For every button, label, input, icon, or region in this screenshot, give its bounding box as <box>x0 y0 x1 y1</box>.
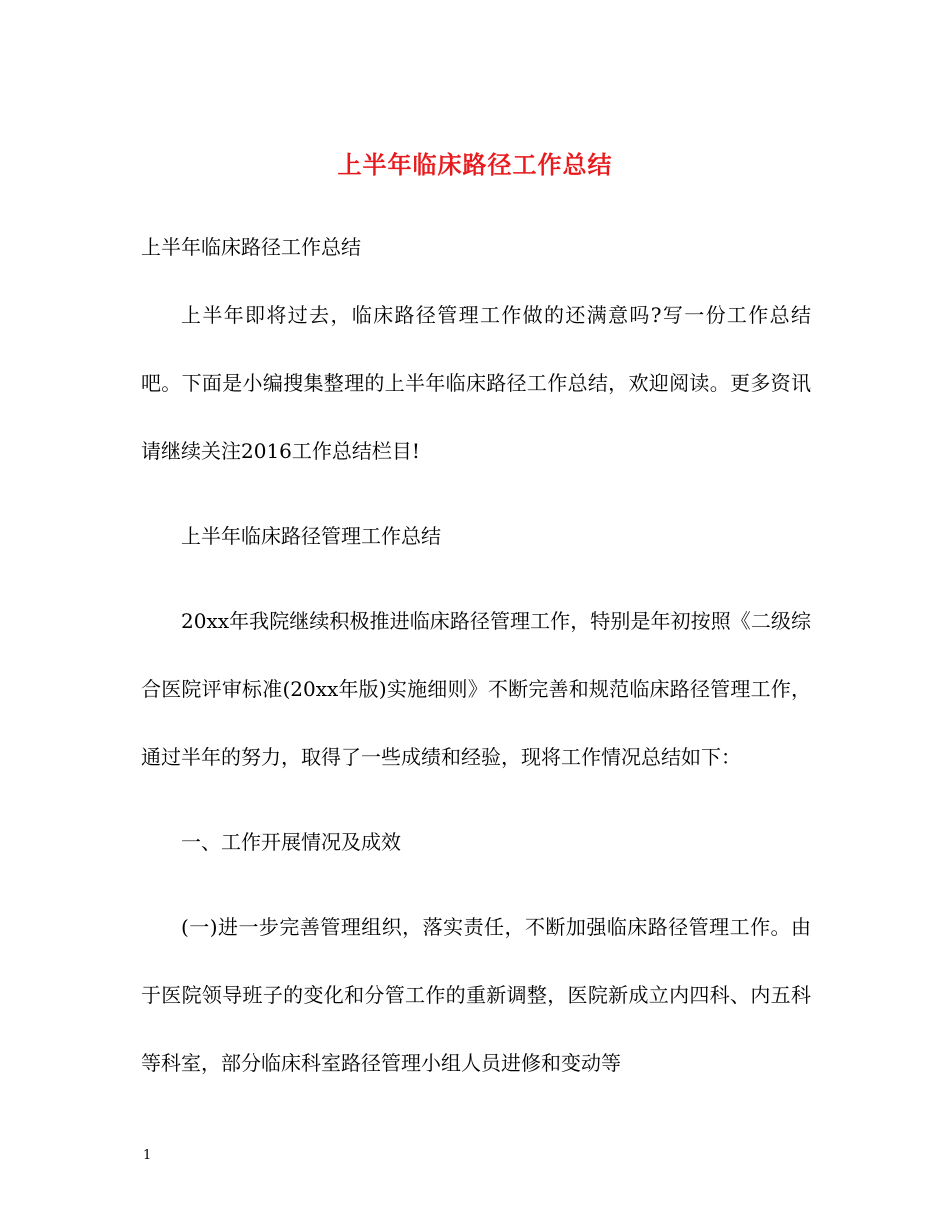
document-title: 上半年临床路径工作总结 <box>337 150 613 179</box>
paragraph-summary: 20xx年我院继续积极推进临床路径管理工作，特别是年初按照《二级综合医院评审标准(20xx年版)实施细则》不断完善和规范临床路径管理工作，通过半年的努力，取得了一些成绩和经验，现将工作情况总结如下： <box>141 609 811 769</box>
paragraph-section-content: (一)进一步完善管理组织，落实责任，不断加强临床路径管理工作。由于医院领导班子的变化和分管工作的重新调整，医院新成立内四科、内五科等科室，部分临床科室路径管理小组人员进修和变动等 <box>141 915 811 1075</box>
paragraph-section-heading: 一、工作开展情况及成效 <box>181 830 401 854</box>
paragraph-subheading: 上半年临床路径管理工作总结 <box>181 524 441 548</box>
paragraph-heading: 上半年临床路径工作总结 <box>141 235 361 259</box>
paragraph-intro: 上半年即将过去，临床路径管理工作做的还满意吗?写一份工作总结吧。下面是小编搜集整理的上半年临床路径工作总结，欢迎阅读。更多资讯请继续关注2016工作总结栏目! <box>141 303 811 463</box>
page-number: 1 <box>143 1148 152 1163</box>
document-body <box>141 230 811 1131</box>
